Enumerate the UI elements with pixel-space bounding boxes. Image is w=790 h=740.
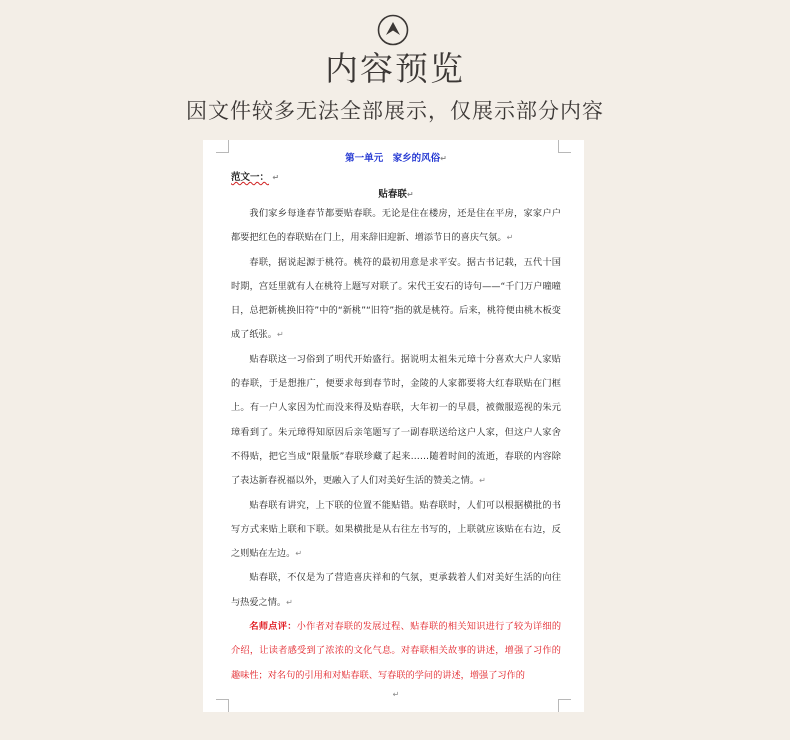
sample-label: 范文一： ↵ <box>231 172 280 183</box>
unit-heading: 第一单元 家乡的风俗↵ <box>345 153 447 164</box>
essay-title: 贴春联↵ <box>378 189 414 200</box>
paragraph-mark: ↵ <box>392 689 400 699</box>
chevron-up-circle-icon <box>377 14 409 46</box>
essay-paragraph: 贴春联，不仅是为了营造喜庆祥和的气氛，更承载着人们对美好生活的向往与热爱之情。↵ <box>231 572 561 608</box>
crop-mark-bottom-left <box>216 699 229 712</box>
page-subtitle: 因文件较多无法全部展示，仅展示部分内容 <box>186 99 604 123</box>
essay-paragraph: 贴春联这一习俗到了明代开始盛行。据说明太祖朱元璋十分喜欢大户人家贴的春联，于是想推广，便要求每到春节时，金陵的人家都要将大红春联贴在门框上。有一户人家因为忙而没来得及贴春联，大年初一的早晨，被微服巡视的朱元璋看到了。朱元璋得知原因后亲笔题写了一副春联送给这户人家，但这户人家舍不得贴，把它当成“限量版”春联珍藏了起来……随着时间的流逝，春联的内容除了表达新春祝福以外，更融入了人们对美好生活的赞美之情。↵ <box>231 353 561 487</box>
teacher-comment: 名师点评：小作者对春联的发展过程、贴春联的相关知识进行了较为详细的介绍，让读者感受到了浓浓的文化气息。对春联相关故事的讲述，增强了习作的趣味性；对名句的引用和对贴春联、写春联的学问的讲述，增强了习作的 <box>231 621 562 681</box>
essay-paragraph: 我们家乡每逢春节都要贴春联。无论是住在楼房，还是住在平房，家家户户都要把红色的春联贴在门上，用来辞旧迎新、增添节日的喜庆气氛。↵ <box>231 208 561 244</box>
essay-paragraph: 春联，据说起源于桃符。桃符的最初用意是求平安。据古书记载，五代十国时期，宫廷里就有人在桃符上题写对联了。宋代王安石的诗句——“千门万户曈曈日，总把新桃换旧符”中的“新桃”“旧符”指的就是桃符。后来，桃符便由桃木板变成了纸张。↵ <box>231 256 561 341</box>
essay-paragraph: 贴春联有讲究，上下联的位置不能贴错。贴春联时，人们可以根据横批的书写方式来贴上联和下联。如果横批是从右往左书写的，上联就应该贴在右边，反之则贴在左边。↵ <box>231 499 561 560</box>
crop-mark-top-left <box>216 140 229 153</box>
document-preview[interactable] <box>203 140 584 712</box>
document-body <box>231 151 561 702</box>
page-title: 内容预览 <box>325 49 465 88</box>
